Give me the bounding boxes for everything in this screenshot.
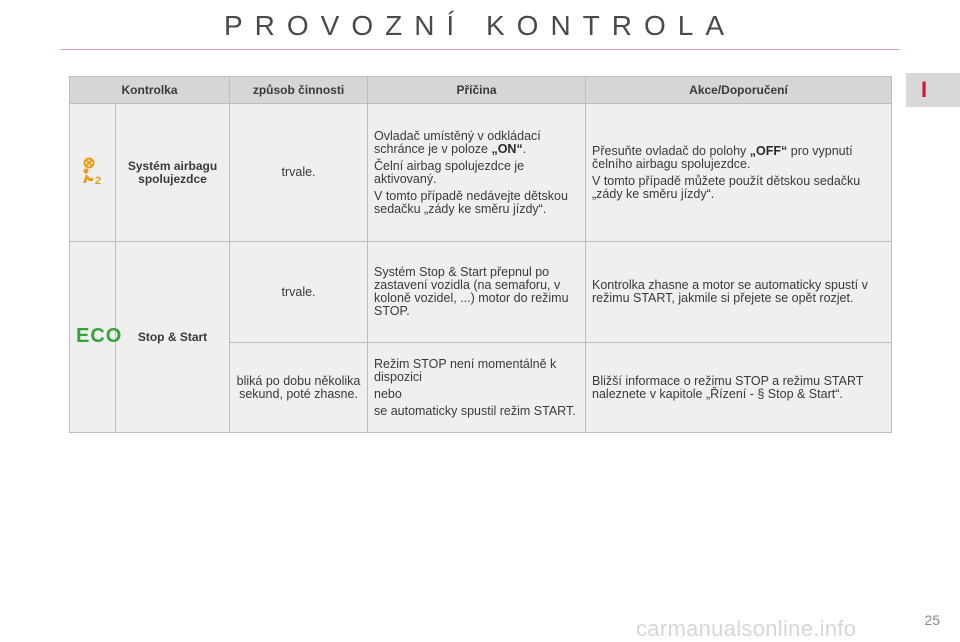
icon-cell: [70, 242, 123, 433]
lamp-name: Systém airbagu spolujezdce: [116, 104, 230, 242]
header-kontrolka: Kontrolka: [70, 77, 230, 104]
page-number: 25: [924, 612, 940, 628]
cause-paragraph: [374, 130, 579, 156]
on-position-label: „ON“: [491, 141, 523, 156]
action-paragraph: V tomto případě můžete použít dětskou sedačku „zády ke směru jízdy“.: [592, 173, 861, 201]
svg-text:2: 2: [94, 175, 101, 186]
cause-cell: [368, 104, 586, 242]
mode-text: trvale.: [230, 104, 368, 242]
action-cell: Bližší informace o režimu STOP a režimu START naleznete v kapitole „Řízení - § Stop & Start“.: [586, 343, 892, 433]
action-text-end: pro vypnutí čelního airbagu spolujezdce.: [592, 143, 853, 171]
icon-cell: [70, 104, 116, 242]
watermark: carmanualsonline.info: [636, 616, 857, 641]
table-row: [70, 104, 892, 242]
cause-cell: Systém Stop & Start přepnul po zastavení vozidla (na semaforu, v koloně vozidel, ...) motor do režimu STOP.: [368, 242, 586, 343]
title-divider: [60, 49, 900, 50]
header-action: Akce/Doporučení: [586, 77, 892, 104]
mode-text: trvale.: [230, 242, 368, 343]
chapter-tab[interactable]: [906, 73, 960, 107]
warning-lamp-table: [69, 76, 892, 433]
cause-text: Ovladač umístěný v odkládací schránce je v poloze: [374, 128, 541, 156]
airbag-passenger-off-icon: [78, 175, 108, 189]
eco-icon: ECO: [76, 324, 123, 347]
cause-paragraph: se automaticky spustil režim START.: [374, 403, 576, 418]
cause-paragraph: V tomto případě nedávejte dětskou sedačku „zády ke směru jízdy“.: [374, 188, 568, 216]
cause-text-end: .: [522, 141, 527, 156]
action-paragraph: [592, 145, 885, 171]
off-position-label: „OFF“: [749, 143, 788, 158]
chapter-tab-label: I: [921, 77, 928, 102]
action-text: Přesuňte ovladač do polohy: [592, 143, 750, 158]
action-cell: [586, 104, 892, 242]
cause-paragraph: nebo: [374, 386, 402, 401]
mode-text: bliká po dobu několika sekund, poté zhasne.: [230, 343, 368, 433]
table-header-row: [70, 77, 892, 104]
cause-paragraph: Režim STOP není momentálně k dispozici: [374, 356, 557, 384]
cause-cell: [368, 343, 586, 433]
lamp-name: Stop & Start: [116, 242, 230, 433]
action-cell: Kontrolka zhasne a motor se automaticky spustí v režimu START, jakmile si přejete se opět rozjet.: [586, 242, 892, 343]
header-mode: způsob činnosti: [230, 77, 368, 104]
cause-paragraph: Čelní airbag spolujezdce je aktivovaný.: [374, 158, 525, 186]
page-title: PROVOZNÍ KONTROLA: [223, 10, 737, 41]
header-cause: Příčina: [368, 77, 586, 104]
table-row: [70, 242, 892, 343]
